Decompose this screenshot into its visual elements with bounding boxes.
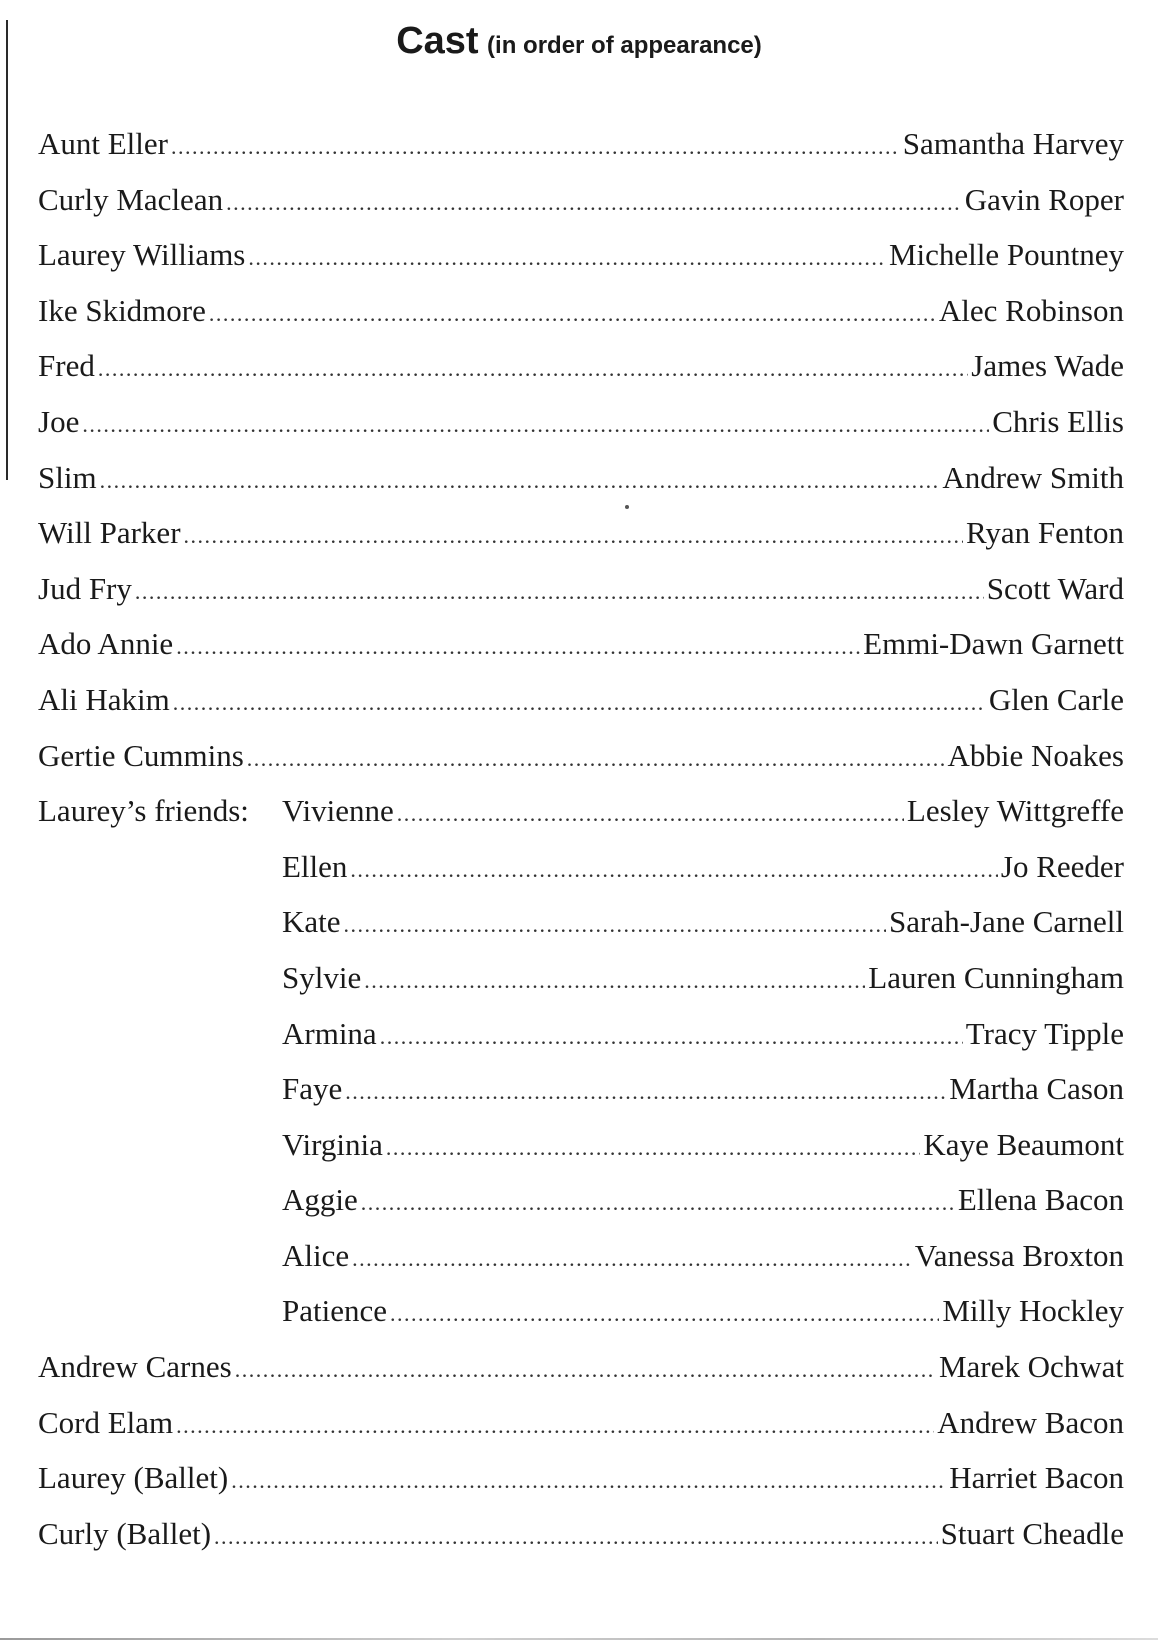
role-name: Ali Hakim — [38, 681, 170, 717]
role-name: Cord Elam — [38, 1404, 174, 1440]
role-name: Aggie — [282, 1182, 358, 1218]
friends-row — [38, 950, 1124, 1006]
actor-name: Jo Reeder — [1000, 848, 1124, 884]
actor-name: Ellena Bacon — [957, 1182, 1124, 1218]
leader-dots — [176, 619, 860, 675]
role-name: Ado Annie — [38, 626, 174, 662]
leader-dots — [248, 230, 886, 286]
cast-row — [38, 616, 1124, 672]
friends-group-label: Laurey’s friends: — [38, 793, 249, 829]
leader-dots — [350, 842, 997, 898]
actor-name: Chris Ellis — [992, 403, 1124, 439]
cast-row — [38, 1339, 1124, 1395]
actor-name: Ryan Fenton — [965, 515, 1124, 551]
role-name: Joe — [38, 403, 80, 439]
friends-row — [38, 1117, 1124, 1173]
leader-dots — [231, 1453, 946, 1509]
role-name: Virginia — [282, 1126, 383, 1162]
leader-dots — [361, 1175, 955, 1231]
actor-name: James Wade — [971, 348, 1124, 384]
friends-row — [38, 783, 1124, 839]
actor-name: Michelle Pountney — [888, 237, 1124, 273]
friends-row — [38, 894, 1124, 950]
cast-row — [38, 1450, 1124, 1506]
role-name: Curly Maclean — [38, 181, 224, 217]
leader-dots — [82, 397, 989, 453]
friends-row — [38, 839, 1124, 895]
scan-edge-bottom — [0, 1638, 1158, 1640]
cast-row — [38, 672, 1124, 728]
cast-row — [38, 1395, 1124, 1451]
role-name: Laurey (Ballet) — [38, 1460, 229, 1496]
role-name: Faye — [282, 1071, 343, 1107]
actor-name: Marek Ochwat — [938, 1349, 1124, 1385]
cast-row — [38, 338, 1124, 394]
role-name: Armina — [282, 1015, 377, 1051]
leader-dots — [173, 675, 986, 731]
friends-row — [38, 1228, 1124, 1284]
cast-row — [38, 561, 1124, 617]
actor-name: Harriet Bacon — [949, 1460, 1124, 1496]
leader-dots — [214, 1509, 938, 1565]
leader-dots — [352, 1231, 912, 1287]
leader-dots — [98, 341, 968, 397]
actor-name: Lesley Wittgreffe — [906, 793, 1124, 829]
cast-row — [38, 283, 1124, 339]
cast-row — [38, 450, 1124, 506]
leader-dots — [380, 1009, 963, 1065]
role-name: Ike Skidmore — [38, 292, 206, 328]
actor-name: Kaye Beaumont — [923, 1126, 1124, 1162]
title-main: Cast — [396, 20, 479, 62]
leader-dots — [171, 119, 900, 175]
actor-name: Lauren Cunningham — [868, 959, 1124, 995]
friends-row — [38, 1283, 1124, 1339]
leader-dots — [135, 564, 984, 620]
leader-dots — [100, 453, 940, 509]
leader-dots — [397, 786, 904, 842]
role-name: Slim — [38, 459, 97, 495]
actor-name: Andrew Bacon — [937, 1404, 1124, 1440]
cast-row — [38, 172, 1124, 228]
actor-name: Stuart Cheadle — [940, 1515, 1124, 1551]
actor-name: Emmi-Dawn Garnett — [863, 626, 1124, 662]
role-name: Patience — [282, 1293, 388, 1329]
title-subtitle: (in order of appearance) — [487, 32, 762, 59]
actor-name: Gavin Roper — [964, 181, 1124, 217]
actor-name: Andrew Smith — [942, 459, 1124, 495]
role-name: Will Parker — [38, 515, 181, 551]
friends-row — [38, 1172, 1124, 1228]
actor-name: Milly Hockley — [942, 1293, 1124, 1329]
friends-row — [38, 1061, 1124, 1117]
cast-row — [38, 116, 1124, 172]
role-name: Sylvie — [282, 959, 362, 995]
role-name: Andrew Carnes — [38, 1349, 232, 1385]
leader-dots — [209, 286, 936, 342]
actor-name: Vanessa Broxton — [914, 1237, 1124, 1273]
role-name: Aunt Eller — [38, 126, 168, 161]
cast-list — [38, 116, 1124, 1561]
cast-row — [38, 394, 1124, 450]
leader-dots — [226, 175, 962, 231]
leader-dots — [235, 1342, 936, 1398]
role-name: Vivienne — [282, 793, 394, 829]
friends-row — [38, 1006, 1124, 1062]
cast-row — [38, 728, 1124, 784]
role-name: Ellen — [282, 848, 348, 884]
actor-name: Tracy Tipple — [965, 1015, 1124, 1051]
leader-dots — [344, 897, 886, 953]
actor-name: Scott Ward — [986, 570, 1124, 606]
role-name: Kate — [282, 904, 341, 940]
actor-name: Alec Robinson — [938, 292, 1124, 328]
actor-name: Sarah-Jane Carnell — [889, 904, 1124, 940]
role-name: Alice — [282, 1237, 350, 1273]
leader-dots — [184, 508, 963, 564]
role-name: Curly (Ballet) — [38, 1515, 212, 1551]
leader-dots — [364, 953, 865, 1009]
role-name: Jud Fry — [38, 570, 132, 606]
leader-dots — [390, 1286, 939, 1342]
leader-dots — [345, 1064, 946, 1120]
role-name: Laurey Williams — [38, 237, 246, 273]
leader-dots — [247, 731, 945, 787]
actor-name: Samantha Harvey — [902, 126, 1124, 161]
actor-name: Martha Cason — [949, 1071, 1124, 1107]
actor-name: Glen Carle — [988, 681, 1124, 717]
role-name: Gertie Cummins — [38, 737, 244, 773]
leader-dots — [386, 1120, 921, 1176]
cast-row — [38, 505, 1124, 561]
actor-name: Abbie Noakes — [947, 737, 1124, 773]
cast-row — [38, 227, 1124, 283]
leader-dots — [176, 1398, 934, 1454]
page-title — [0, 20, 1158, 63]
scan-edge-left — [6, 20, 8, 480]
cast-row — [38, 1506, 1124, 1562]
role-name: Fred — [38, 348, 95, 384]
